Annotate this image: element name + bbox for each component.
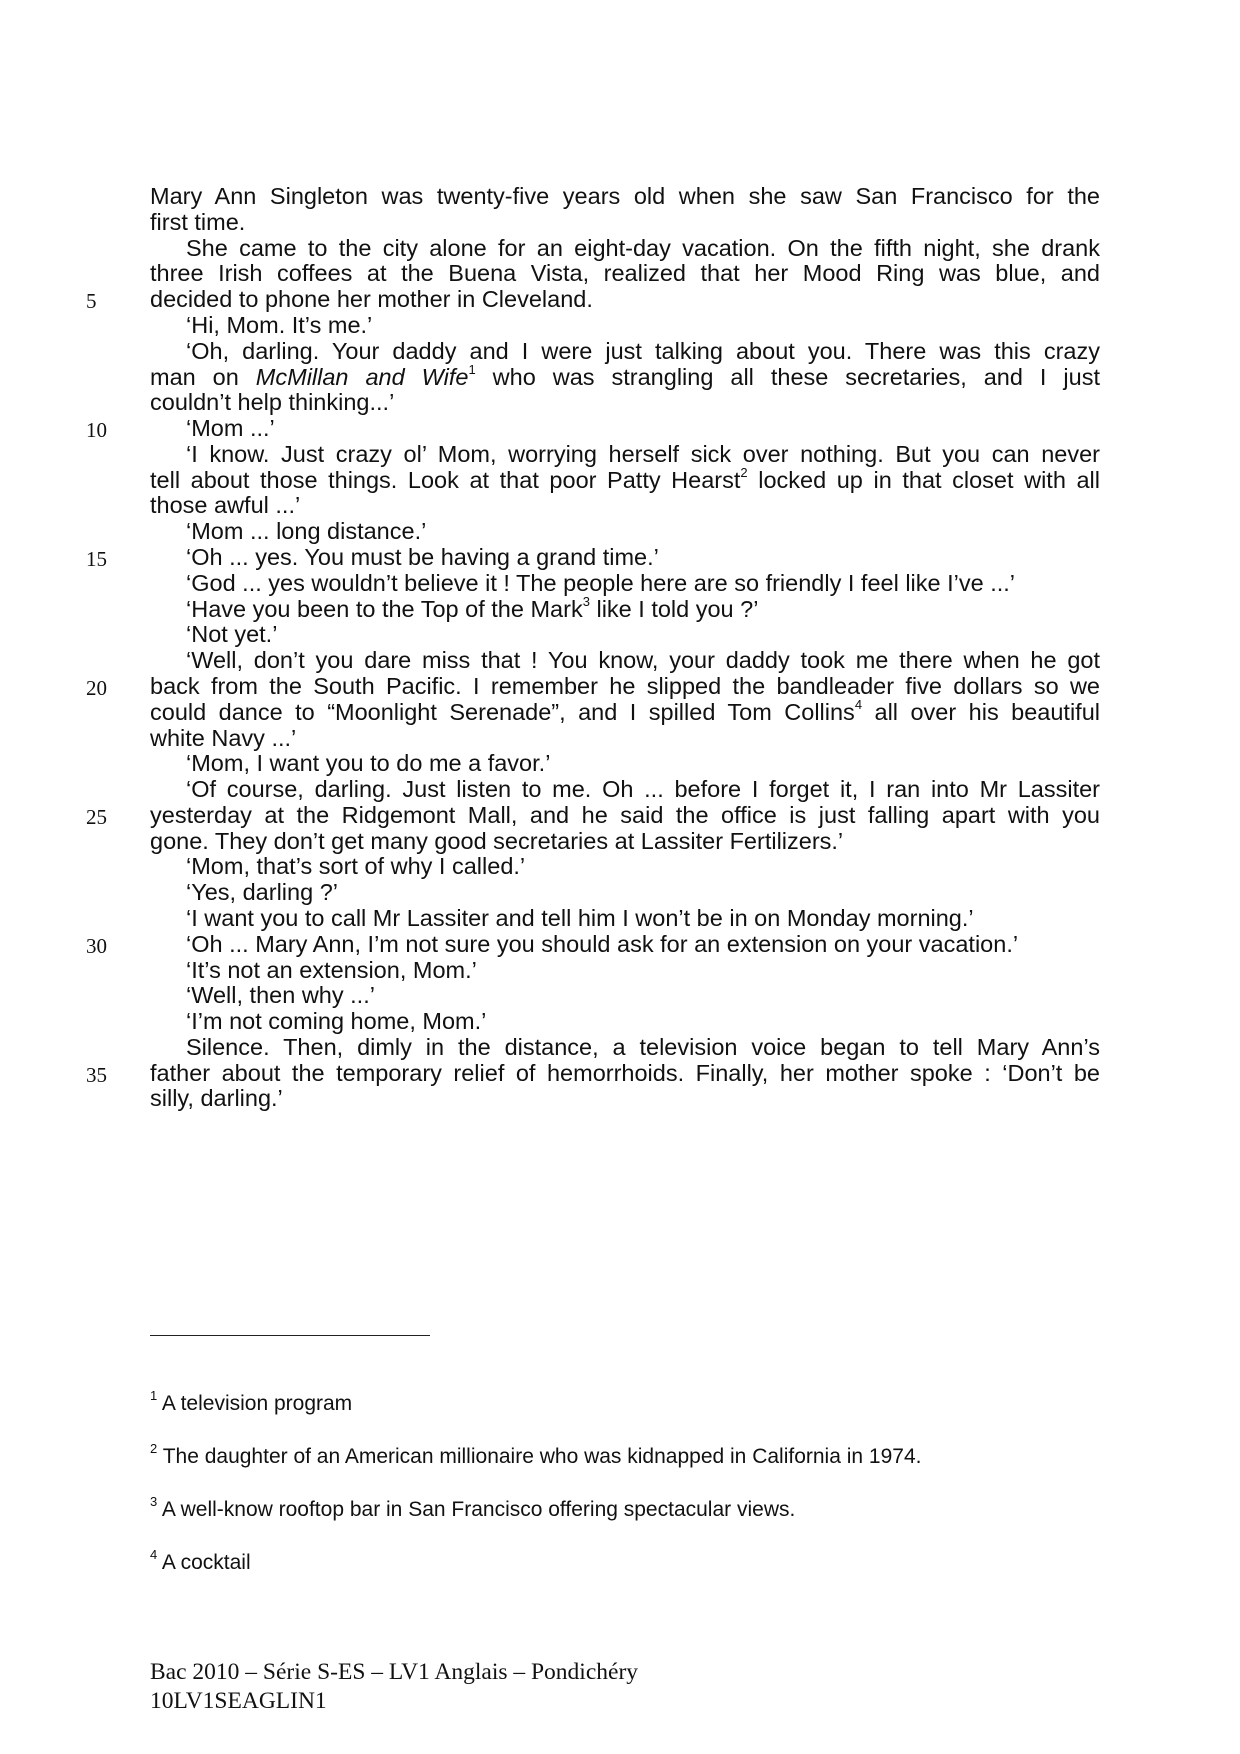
line-number: 5 xyxy=(86,289,97,313)
footnote-text: A well-know rooftop bar in San Francisco offering spectacular views. xyxy=(157,1498,796,1521)
footnote-divider xyxy=(150,1335,430,1336)
passage-line: ‘Oh ... Mary Ann, I’m not sure you should ask for an extension on your vacation.’ xyxy=(186,931,1019,957)
line-number: 20 xyxy=(86,676,107,700)
footer-exam-title: Bac 2010 – Série S-ES – LV1 Anglais – Pondichéry xyxy=(150,1659,639,1685)
show-title: McMillan and Wife xyxy=(255,364,469,390)
passage-line: yesterday at the Ridgemont Mall, and he said the office is just falling apart with you xyxy=(150,802,1100,828)
line-text: like I told you ?’ xyxy=(589,596,759,622)
passage-line: white Navy ...’ xyxy=(150,725,297,751)
passage-line: Mary Ann Singleton was twenty-five years old when she saw San Francisco for the xyxy=(150,183,1100,209)
passage-line: back from the South Pacific. I remember he slipped the bandleader five dollars so we xyxy=(150,673,1100,699)
passage-line: those awful ...’ xyxy=(150,492,301,518)
passage-line: father about the temporary relief of hemorrhoids. Finally, her mother spoke : ‘Don’t be xyxy=(150,1060,1100,1086)
passage-line: ‘Mom, I want you to do me a favor.’ xyxy=(186,750,551,776)
footnote xyxy=(150,1388,353,1417)
passage-line: silly, darling.’ xyxy=(150,1085,283,1111)
passage-line: ‘God ... yes wouldn’t believe it ! The people here are so friendly I feel like I’ve ...’ xyxy=(186,570,1016,596)
footnote xyxy=(150,1547,251,1576)
footnote xyxy=(150,1494,796,1523)
line-text: who was strangling all these secretaries, and I just xyxy=(475,364,1100,390)
line-text: locked up in that closet with all xyxy=(747,467,1100,493)
footnote-ref: 4 xyxy=(854,697,863,713)
passage-line: ‘I want you to call Mr Lassiter and tell him I won’t be in on Monday morning.’ xyxy=(186,905,974,931)
line-number: 30 xyxy=(86,934,107,958)
line-number: 15 xyxy=(86,547,107,571)
line-text: could dance to “Moonlight Serenade”, and I spilled Tom Collins xyxy=(150,699,855,725)
passage-line: gone. They don’t get many good secretaries at Lassiter Fertilizers.’ xyxy=(150,828,844,854)
passage-line: three Irish coffees at the Buena Vista, realized that her Mood Ring was blue, and xyxy=(150,260,1100,286)
line-text: man on xyxy=(150,364,256,390)
footnote-mark: 1 xyxy=(150,1388,158,1403)
footnote-text: A television program xyxy=(157,1392,353,1415)
passage-line: decided to phone her mother in Cleveland. xyxy=(150,286,593,312)
line-number: 25 xyxy=(86,805,107,829)
line-number: 35 xyxy=(86,1063,107,1087)
passage-line: first time. xyxy=(150,209,246,235)
passage-line: Silence. Then, dimly in the distance, a television voice began to tell Mary Ann’s xyxy=(186,1034,1100,1060)
passage-line: ‘Well, then why ...’ xyxy=(186,982,375,1008)
passage-line: ‘Oh, darling. Your daddy and I were just talking about you. There was this crazy xyxy=(186,338,1100,364)
footnote-text: The daughter of an American millionaire who was kidnapped in California in 1974. xyxy=(157,1445,922,1468)
passage-line: ‘Yes, darling ?’ xyxy=(186,879,338,905)
line-number: 10 xyxy=(86,418,107,442)
line-text: tell about those things. Look at that poor Patty Hearst xyxy=(150,467,741,493)
footnote-text: A cocktail xyxy=(157,1551,251,1574)
passage-line: ‘I’m not coming home, Mom.’ xyxy=(186,1008,487,1034)
passage-line: couldn’t help thinking...’ xyxy=(150,389,395,415)
footnote-ref: 3 xyxy=(582,594,590,610)
line-text: all over his beautiful xyxy=(862,699,1101,725)
passage-line: ‘Not yet.’ xyxy=(186,621,278,647)
passage-line: ‘Hi, Mom. It’s me.’ xyxy=(186,312,373,338)
passage-line: ‘Mom ... long distance.’ xyxy=(186,518,427,544)
footnote-mark: 4 xyxy=(150,1547,158,1562)
footnote-ref: 2 xyxy=(740,465,748,481)
footer-exam-code: 10LV1SEAGLIN1 xyxy=(150,1688,327,1714)
passage-line: ‘Of course, darling. Just listen to me. Oh ... before I forget it, I ran into Mr Lassiter xyxy=(186,776,1100,802)
passage-line: She came to the city alone for an eight-day vacation. On the fifth night, she drank xyxy=(186,235,1100,261)
passage-line: ‘Mom, that’s sort of why I called.’ xyxy=(186,853,526,879)
passage-line: ‘I know. Just crazy ol’ Mom, worrying herself sick over nothing. But you can never xyxy=(186,441,1100,467)
passage-line: ‘Oh ... yes. You must be having a grand time.’ xyxy=(186,544,659,570)
footnote-ref: 1 xyxy=(468,362,476,378)
footnote-mark: 2 xyxy=(150,1441,158,1456)
line-text: ‘Have you been to the Top of the Mark xyxy=(186,596,583,622)
passage-line xyxy=(150,698,1100,727)
passage-line: ‘Mom ...’ xyxy=(186,415,275,441)
passage-line: ‘Well, don’t you dare miss that ! You know, your daddy took me there when he got xyxy=(186,647,1100,673)
footnote xyxy=(150,1441,922,1470)
passage-line: ‘It’s not an extension, Mom.’ xyxy=(186,957,477,983)
footnote-mark: 3 xyxy=(150,1494,158,1509)
